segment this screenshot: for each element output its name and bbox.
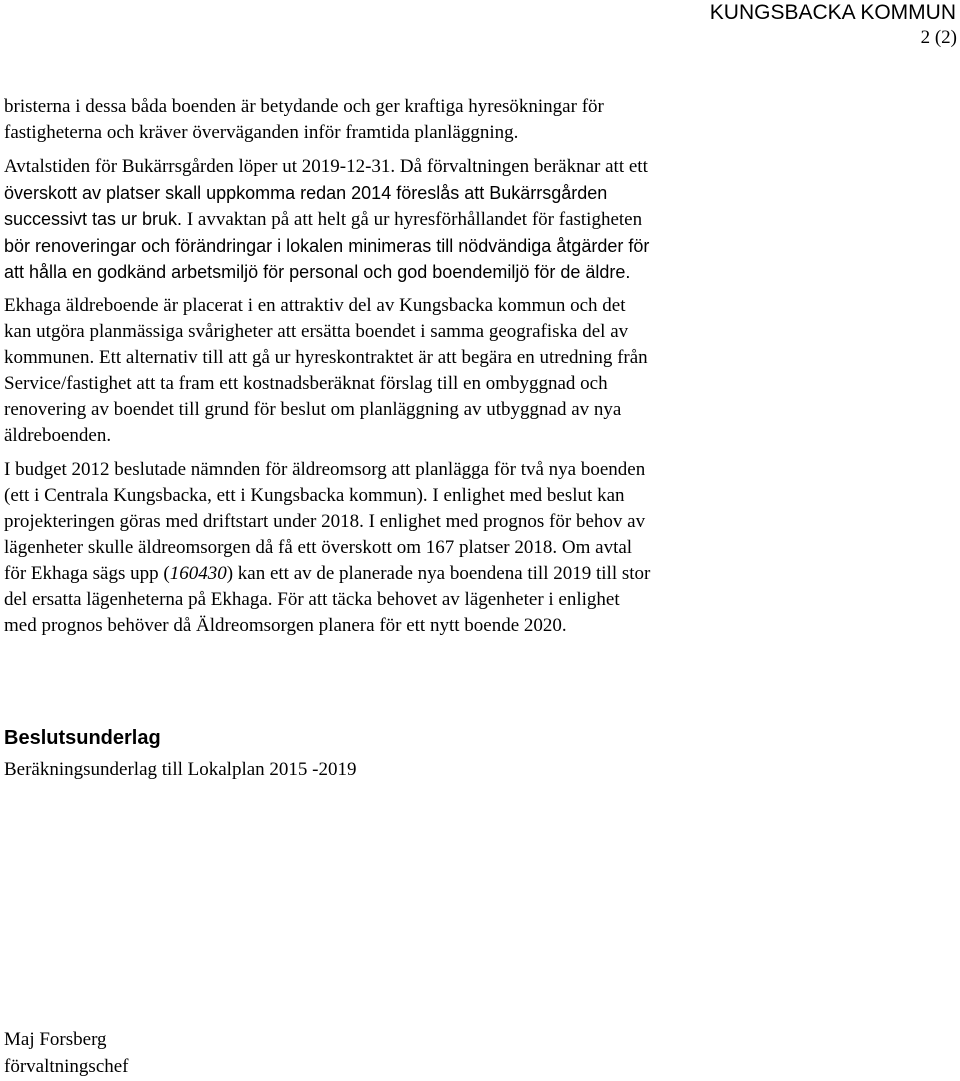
signature-block	[4, 1026, 129, 1080]
text-line: kan utgöra planmässiga svårigheter att ersätta boendet i samma geografiska del av	[4, 321, 629, 342]
paragraph-1	[4, 94, 954, 146]
text-line: Service/fastighet att ta fram ett kostnadsberäknat förslag till en ombyggnad och	[4, 373, 608, 394]
text-fragment: för Ekhaga sägs upp (	[4, 563, 170, 584]
text-line: överskott av platser skall uppkomma redan 2014 föreslås att Bukärrsgården	[4, 183, 608, 203]
text-line: projekteringen göras med driftstart under 2018. I enlighet med prognos för behov av	[4, 511, 646, 532]
paragraph-4	[4, 457, 954, 639]
signatory-title: förvaltningschef	[4, 1056, 129, 1077]
signatory-name: Maj Forsberg	[4, 1029, 107, 1050]
text-line: att hålla en godkänd arbetsmiljö för personal och god boendemiljö för de äldre.	[4, 262, 631, 282]
text-line: Ekhaga äldreboende är placerat i en attraktiv del av Kungsbacka kommun och det	[4, 295, 626, 316]
text-line: Avtalstiden för Bukärrsgården löper ut 2019-12-31. Då förvaltningen beräknar att ett	[4, 156, 648, 177]
paragraph-2	[4, 154, 954, 285]
text-line: äldreboenden.	[4, 425, 112, 446]
organization-name: KUNGSBACKA KOMMUN	[709, 1, 956, 24]
section-heading: Beslutsunderlag	[4, 727, 161, 749]
text-line: bör renoveringar och förändringar i lokalen minimeras till nödvändiga åtgärder för	[4, 236, 650, 256]
case-number: 160430	[169, 563, 227, 584]
text-line: I budget 2012 beslutade nämnden för äldreomsorg att planlägga för två nya boenden	[4, 459, 646, 480]
text-line: bristerna i dessa båda boenden är betydande och ger kraftiga hyresökningar för	[4, 96, 604, 117]
document-body	[4, 94, 954, 647]
page-number: 2 (2)	[920, 27, 957, 48]
text-line: kommunen. Ett alternativ till att gå ur hyreskontraktet är att begära en utredning från	[4, 347, 648, 368]
basis-document: Beräkningsunderlag till Lokalplan 2015 -2019	[4, 759, 357, 780]
text-fragment: I avvaktan på att helt gå ur hyresförhållandet för fastigheten	[186, 209, 643, 230]
text-line-mixed	[4, 206, 954, 233]
text-line-with-italic	[4, 561, 954, 587]
text-fragment: ) kan ett av de planerade nya boendena till 2019 till stor	[226, 563, 651, 584]
text-line: renovering av boendet till grund för beslut om planläggning av utbyggnad av nya	[4, 399, 622, 420]
text-line: fastigheterna och kräver överväganden inför framtida planläggning.	[4, 122, 519, 143]
text-fragment: successivt tas ur bruk.	[4, 209, 183, 229]
text-line: (ett i Centrala Kungsbacka, ett i Kungsbacka kommun). I enlighet med beslut kan	[4, 485, 625, 506]
text-line: lägenheter skulle äldreomsorgen då få ett överskott om 167 platser 2018. Om avtal	[4, 537, 633, 558]
text-line: del ersatta lägenheterna på Ekhaga. För att täcka behovet av lägenheter i enlighet	[4, 589, 620, 610]
text-line: med prognos behöver då Äldreomsorgen planera för ett nytt boende 2020.	[4, 615, 567, 636]
paragraph-3	[4, 293, 954, 449]
